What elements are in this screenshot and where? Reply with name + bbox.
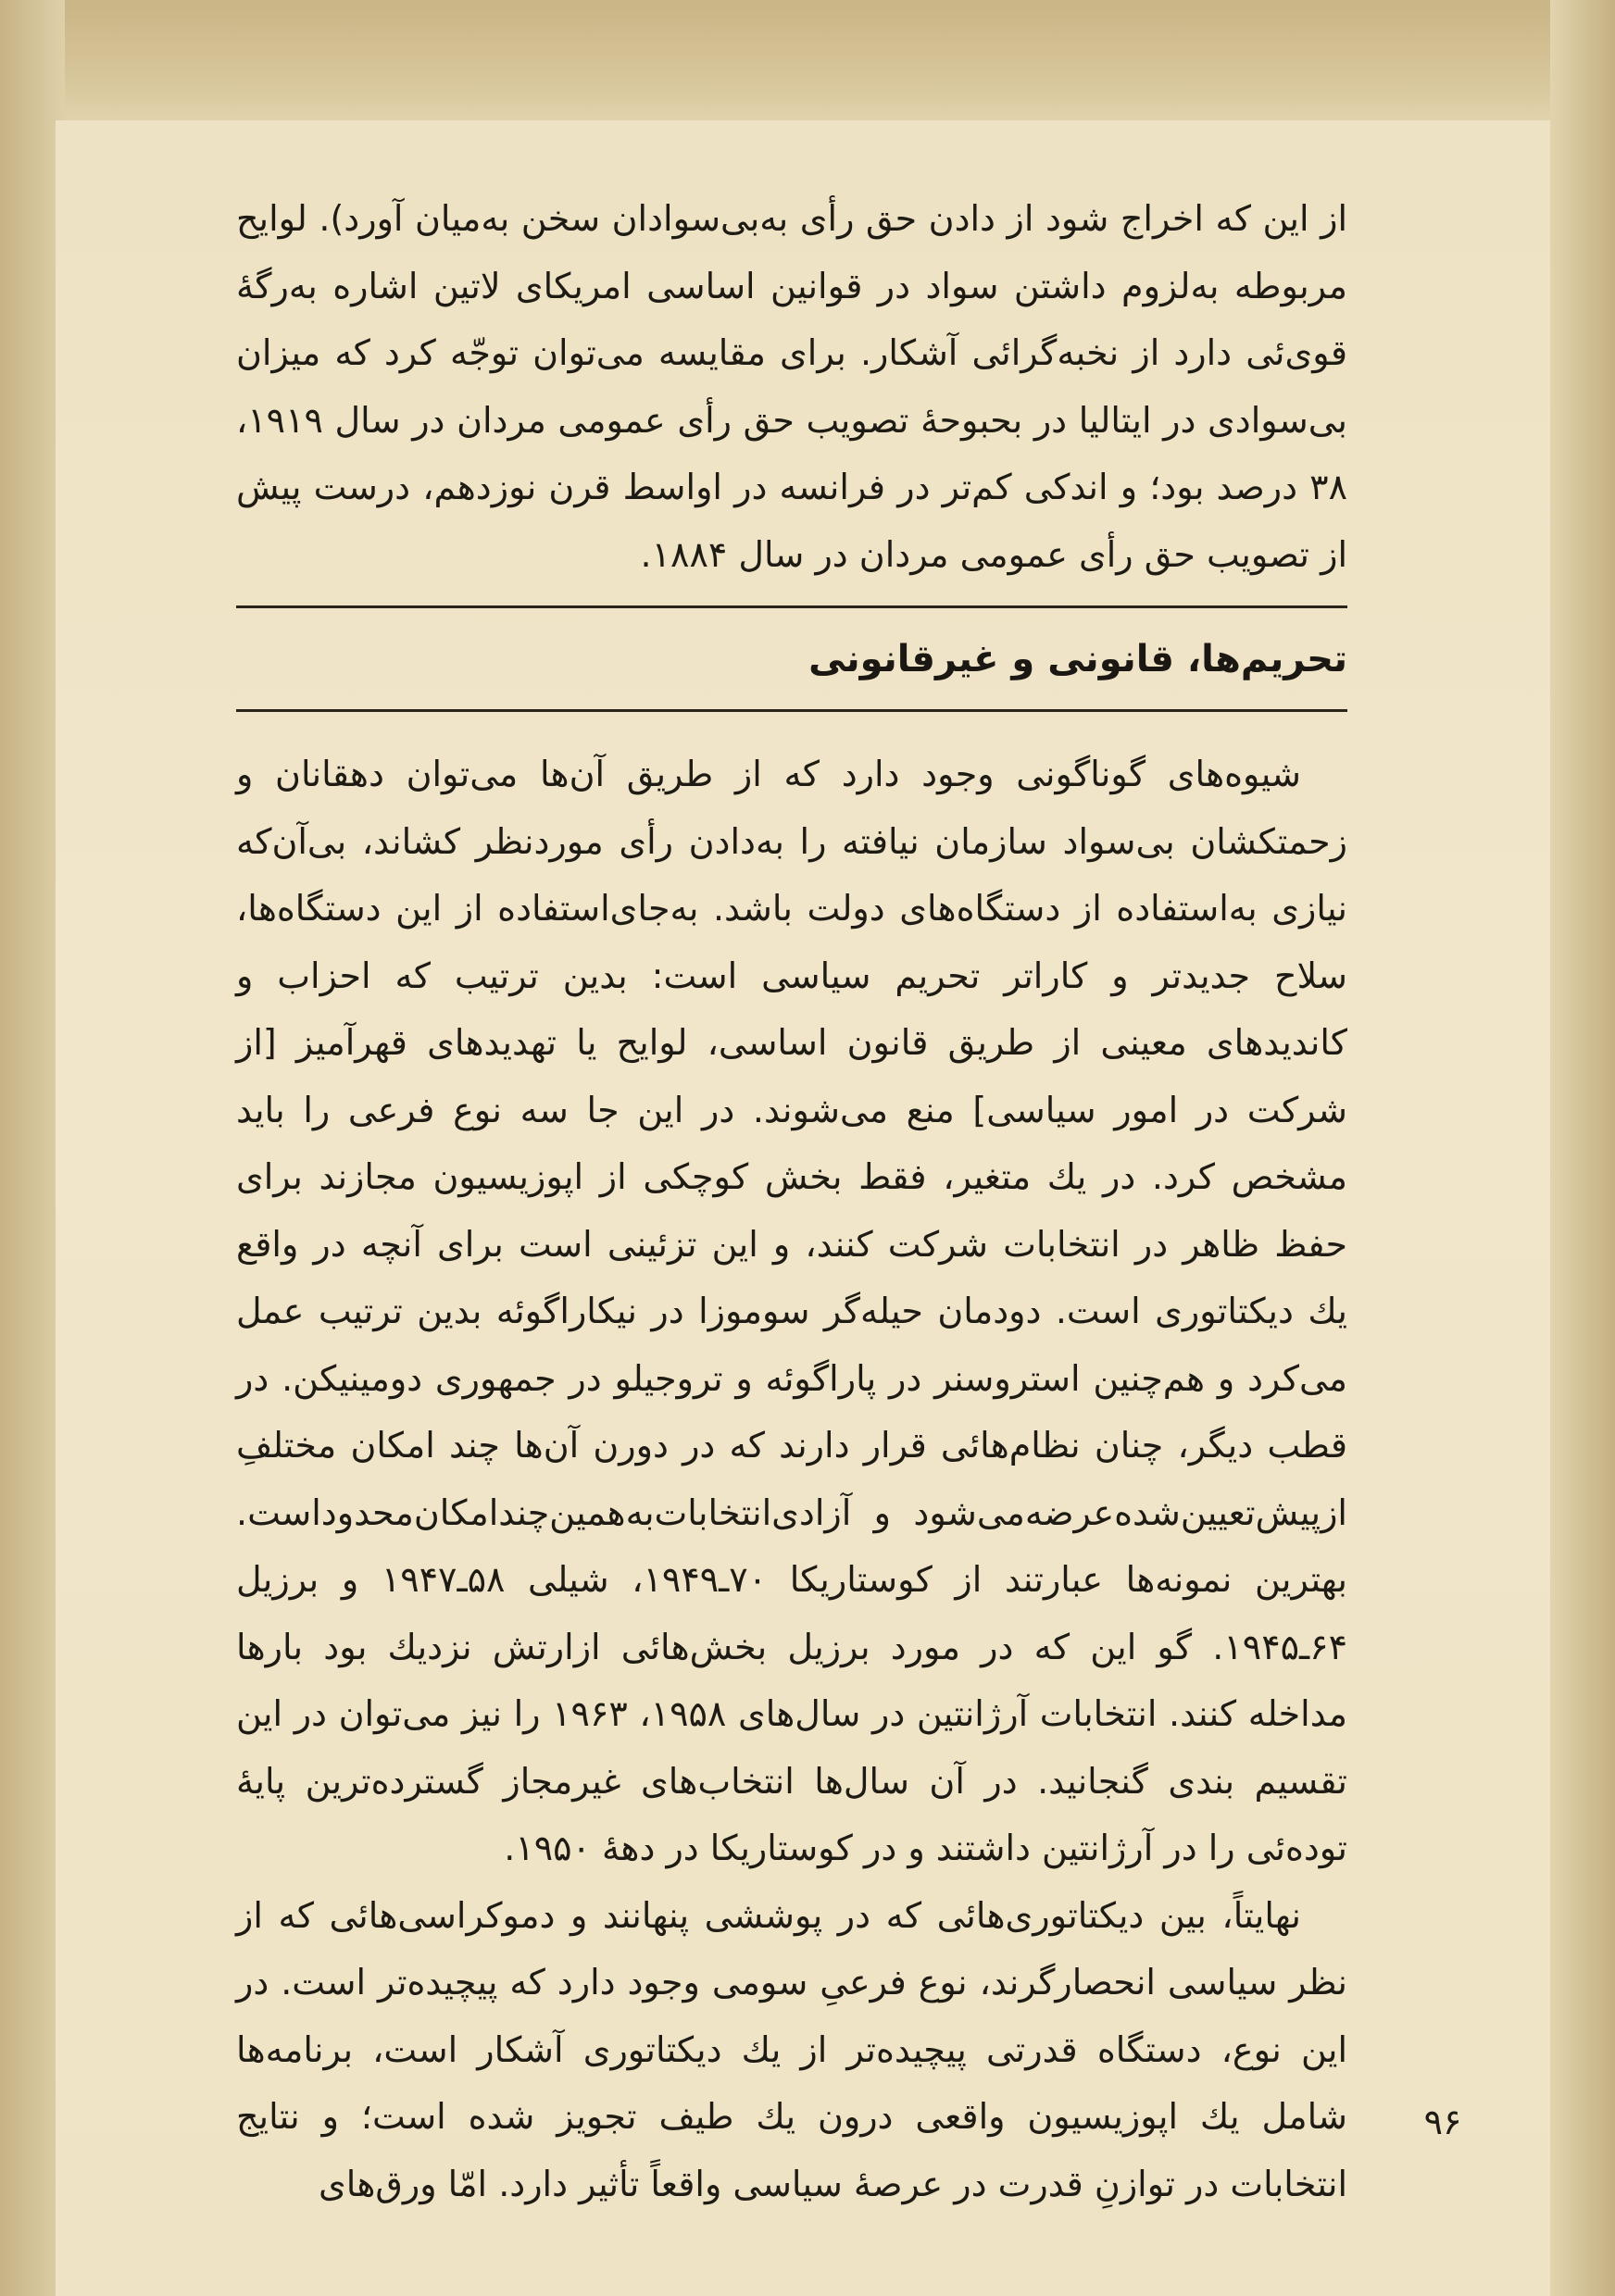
section-text-block — [236, 741, 1347, 2217]
top-text-block — [236, 185, 1347, 588]
paragraph-top: از این که اخراج شود از دادن حق رأی به‌بی‌سوادان سخن به‌میان آورد). لوایح مربوطه به‌لزوم داشتن سواد در قوانین اساسی امریکای لاتین اشاره به‌رگهٔ قوی‌ئی دارد از نخبه‌گرائی آشکار. برای مقایسه می‌توان توجّه کرد که میزان بی‌سوادی در ایتالیا در بحبوحهٔ تصویب حق رأی عمومی مردان در سال ۱۹۱۹، ۳۸ درصد بود؛ و اندکی کم‌تر در فرانسه در اواسط قرن نوزدهم، درست پیش از تصویب حق رأی عمومی مردان در سال ۱۸۸۴. — [236, 198, 1347, 575]
heading-rule-top — [236, 605, 1347, 608]
paragraph-section-1: شیوه‌های گوناگونی وجود دارد که از طریق آن‌ها می‌توان دهقانان و زحمتکشان بی‌سواد سازمان نیافته را به‌دادن رأی موردنظر کشاند، بی‌آن‌که نیازی به‌استفاده از دستگاه‌های دولت باشد. به‌جای‌استفاده از این دستگاه‌ها، سلاح جدیدتر و کاراتر تحریم سیاسی است: بدین ترتیب که احزاب و کاندیدهای معینی از طریق قانون اساسی، لوایح یا تهدیدهای قهرآمیز [از شرکت در امور سیاسی] منع می‌شوند. در این جا سه نوع فرعی را باید مشخص کرد. در یك متغیر، فقط بخش کوچکی از اپوزیسیون مجازند برای حفظ ظاهر در انتخابات شرکت کنند، و این تزئینی است برای آنچه در واقع یك دیکتاتوری است. دودمان حیله‌گر سوموزا در نیکاراگوئه بدین ترتیب عمل می‌کرد و هم‌چنین استروسنر در پاراگوئه و تروجیلو در جمهوری دومینیکن. در قطب دیگر، چنان نظام‌هائی قرار دارند که در دورن آن‌ها چند امکان مختلفِ ازپیش‌تعیین‌شده‌عرضه‌می‌شود و آزادی‌انتخابات‌به‌همین‌چندامکان‌محدوداست. بهترین نمونه‌ها عبارتند از کوستاریکا ۷۰ـ۱۹۴۹، شیلی ۵۸ـ۱۹۴۷ و برزیل ۶۴ـ۱۹۴۵. گو این که در مورد برزیل بخش‌هائی ازارتش نزدیك بود بارها مداخله کنند. انتخابات آرژانتین در سال‌های ۱۹۵۸، ۱۹۶۳ را نیز می‌توان در این تقسیم بندی گنجانید. در آن سال‌ها انتخاب‌های غیرمجاز گسترده‌ترین پایهٔ توده‌ئی را در آرژانتین داشتند و در کوستاریکا در دههٔ ۱۹۵۰. — [236, 754, 1348, 1868]
page-number: ۹۶ — [1423, 2102, 1462, 2142]
section-heading: تحریم‌ها، قانونی و غیرقانونی — [808, 638, 1347, 680]
scan-right-edge — [1550, 0, 1615, 2296]
paragraph-section-2: نهایتاً، بین دیکتاتوری‌هائی که در پوششی پنهانند و دموکراسی‌هائی که از نظر سیاسی انحصارگرند، نوع فرعیِ سومی وجود دارد که پیچیده‌تر است. در این نوع، دستگاه قدرتی پیچیده‌تر از یك دیکتاتوری آشکار است، برنامه‌ها شامل یك اپوزیسیون واقعی درون یك طیف تجویز شده است؛ و نتایج انتخابات در توازنِ قدرت در عرصهٔ سیاسی واقعاً تأثیر دارد. امّا ورق‌های — [236, 1894, 1347, 2204]
heading-rule-bottom — [236, 709, 1347, 712]
